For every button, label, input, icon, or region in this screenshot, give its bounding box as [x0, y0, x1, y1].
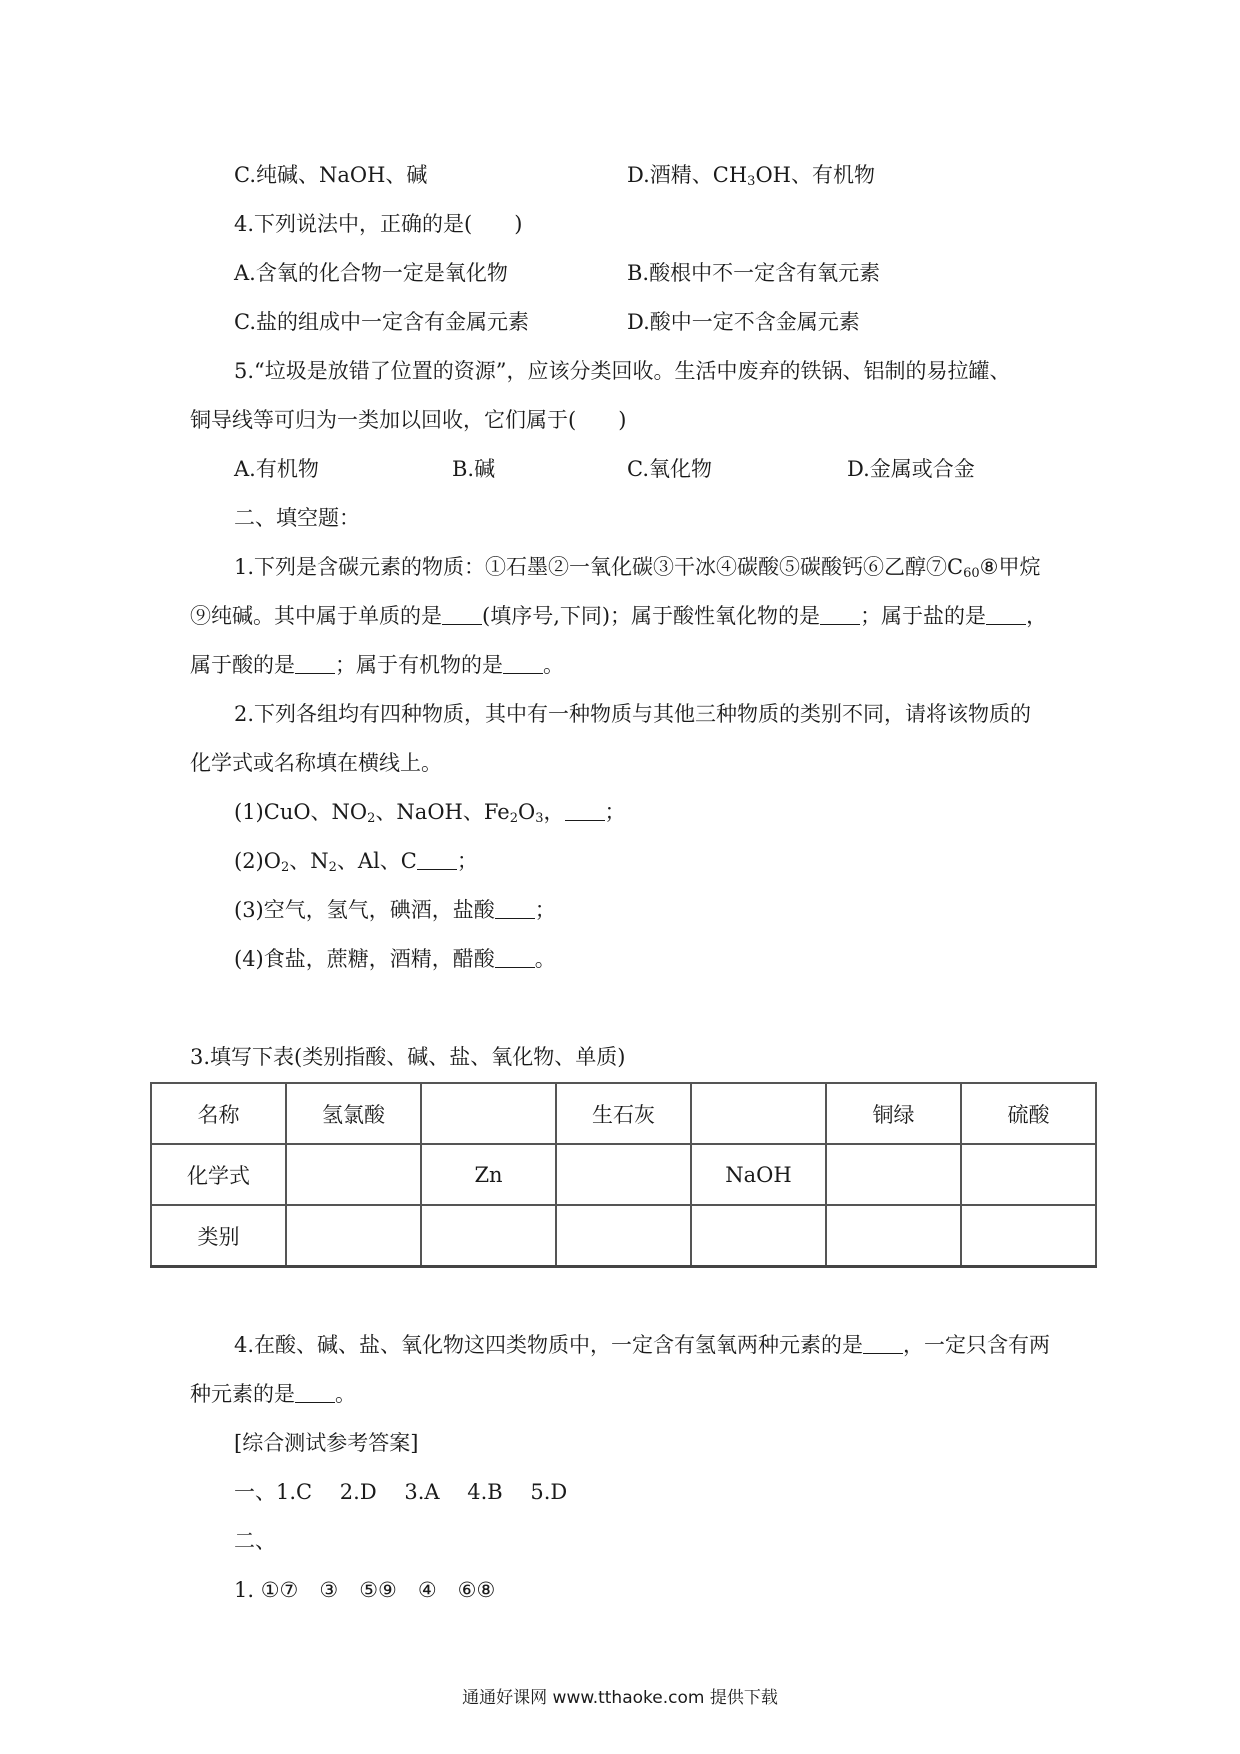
table-cell[interactable]	[286, 1144, 421, 1205]
answer-blank[interactable]	[495, 947, 535, 968]
q3-option-c: C.纯碱、NaOH、碱	[234, 163, 428, 187]
table-cell[interactable]	[961, 1144, 1096, 1205]
fill2-line2: 化学式或名称填在横线上。	[190, 751, 442, 775]
answer-blank[interactable]	[442, 604, 482, 625]
table-cell[interactable]	[421, 1083, 556, 1144]
q4-option-d: D.酸中一定不含金属元素	[627, 310, 860, 334]
fill2-item3: (3)空气，氢气，碘酒，盐酸 ；	[234, 898, 556, 922]
table-row-formula	[151, 1144, 1096, 1205]
table-cell[interactable]	[691, 1083, 826, 1144]
table-row-category	[151, 1205, 1096, 1267]
answers-part2-line1: 1. ①⑦ ③ ⑤⑨ ④ ⑥⑧	[234, 1578, 496, 1602]
table-cell[interactable]	[961, 1205, 1096, 1267]
answer-blank[interactable]	[820, 604, 860, 625]
fill2-item2: $(2)O_2$、$N_2$、Al、C ；	[234, 849, 478, 875]
answer-blank[interactable]	[503, 653, 543, 674]
fill4-line1: 4.在酸、碱、盐、氧化物这四类物质中，一定含有氢氧两种元素的是 ，一定只含有两	[234, 1333, 1051, 1357]
q4-option-b: B.酸根中不一定含有氧元素	[627, 261, 881, 285]
fill4-line2: 种元素的是 。	[190, 1382, 356, 1406]
answer-blank[interactable]	[863, 1333, 903, 1354]
q4-option-a: A.含氧的化合物一定是氧化物	[234, 261, 508, 285]
classification-table	[150, 1082, 1097, 1268]
answer-blank[interactable]	[295, 653, 335, 674]
table-cell: 氢氯酸	[286, 1083, 421, 1144]
answers-part1: 一、1.C 2.D 3.A 4.B 5.D	[234, 1480, 568, 1504]
table-cell: 硫酸	[961, 1083, 1096, 1144]
answer-blank[interactable]	[417, 849, 457, 870]
q3-option-d: D.酒精、$CH_3OH$、有机物	[627, 163, 875, 189]
q5-option-d: D.金属或合金	[847, 457, 975, 481]
table-cell: 名称	[151, 1083, 286, 1144]
q5-stem-line2: 铜导线等可归为一类加以回收，它们属于( )	[190, 408, 627, 432]
fill2-item1: (1)CuO、$NO_2$、NaOH、$Fe_2O_3$， ；	[234, 800, 626, 826]
table-cell[interactable]	[826, 1205, 961, 1267]
fill2-item4: (4)食盐，蔗糖，酒精，醋酸 。	[234, 947, 556, 971]
table-cell: 生石灰	[556, 1083, 691, 1144]
table-cell: NaOH	[691, 1144, 826, 1205]
table-row-name	[151, 1083, 1096, 1144]
footer-download-note: 通通好课网 www.tthaoke.com 提供下载	[462, 1688, 778, 1708]
q5-stem-line1: 5.“垃圾是放错了位置的资源”，应该分类回收。生活中废弃的铁锅、铝制的易拉罐、	[234, 359, 1011, 383]
q4-option-c: C.盐的组成中一定含有金属元素	[234, 310, 529, 334]
table-cell[interactable]	[286, 1205, 421, 1267]
answers-title: [综合测试参考答案]	[234, 1431, 419, 1455]
fill1-line3: 属于酸的是 ；属于有机物的是 。	[190, 653, 564, 677]
table-cell[interactable]	[691, 1205, 826, 1267]
fill2-line1: 2.下列各组均有四种物质，其中有一种物质与其他三种物质的类别不同，请将该物质的	[234, 702, 1032, 726]
table-cell[interactable]	[826, 1144, 961, 1205]
fill1-line1: 1.下列是含碳元素的物质：①石墨②一氧化碳③干冰④碳酸⑤碳酸钙⑥乙醇$⑦C_{60}⑧$甲烷	[234, 555, 1041, 581]
table-cell: 化学式	[151, 1144, 286, 1205]
answer-blank[interactable]	[495, 898, 535, 919]
q5-option-a: A.有机物	[234, 457, 319, 481]
q4-stem: 4.下列说法中，正确的是( )	[234, 212, 523, 236]
q5-option-c: C.氧化物	[627, 457, 712, 481]
q5-option-b: B.碱	[452, 457, 496, 481]
fill3-title: 3.填写下表(类别指酸、碱、盐、氧化物、单质)	[190, 1045, 626, 1069]
table-cell[interactable]	[556, 1144, 691, 1205]
table-cell: Zn	[421, 1144, 556, 1205]
answer-blank[interactable]	[295, 1382, 335, 1403]
table-cell: 类别	[151, 1205, 286, 1267]
table-cell: 铜绿	[826, 1083, 961, 1144]
answers-part2-heading: 二、	[234, 1529, 276, 1553]
answer-blank[interactable]	[565, 800, 605, 821]
table-cell[interactable]	[556, 1205, 691, 1267]
section-title-fill-in: 二、填空题：	[234, 506, 360, 530]
answer-blank[interactable]	[986, 604, 1026, 625]
fill1-line2: ⑨纯碱。其中属于单质的是 (填序号,下同)；属于酸性氧化物的是 ；属于盐的是 ，	[190, 604, 1048, 628]
table-cell[interactable]	[421, 1205, 556, 1267]
